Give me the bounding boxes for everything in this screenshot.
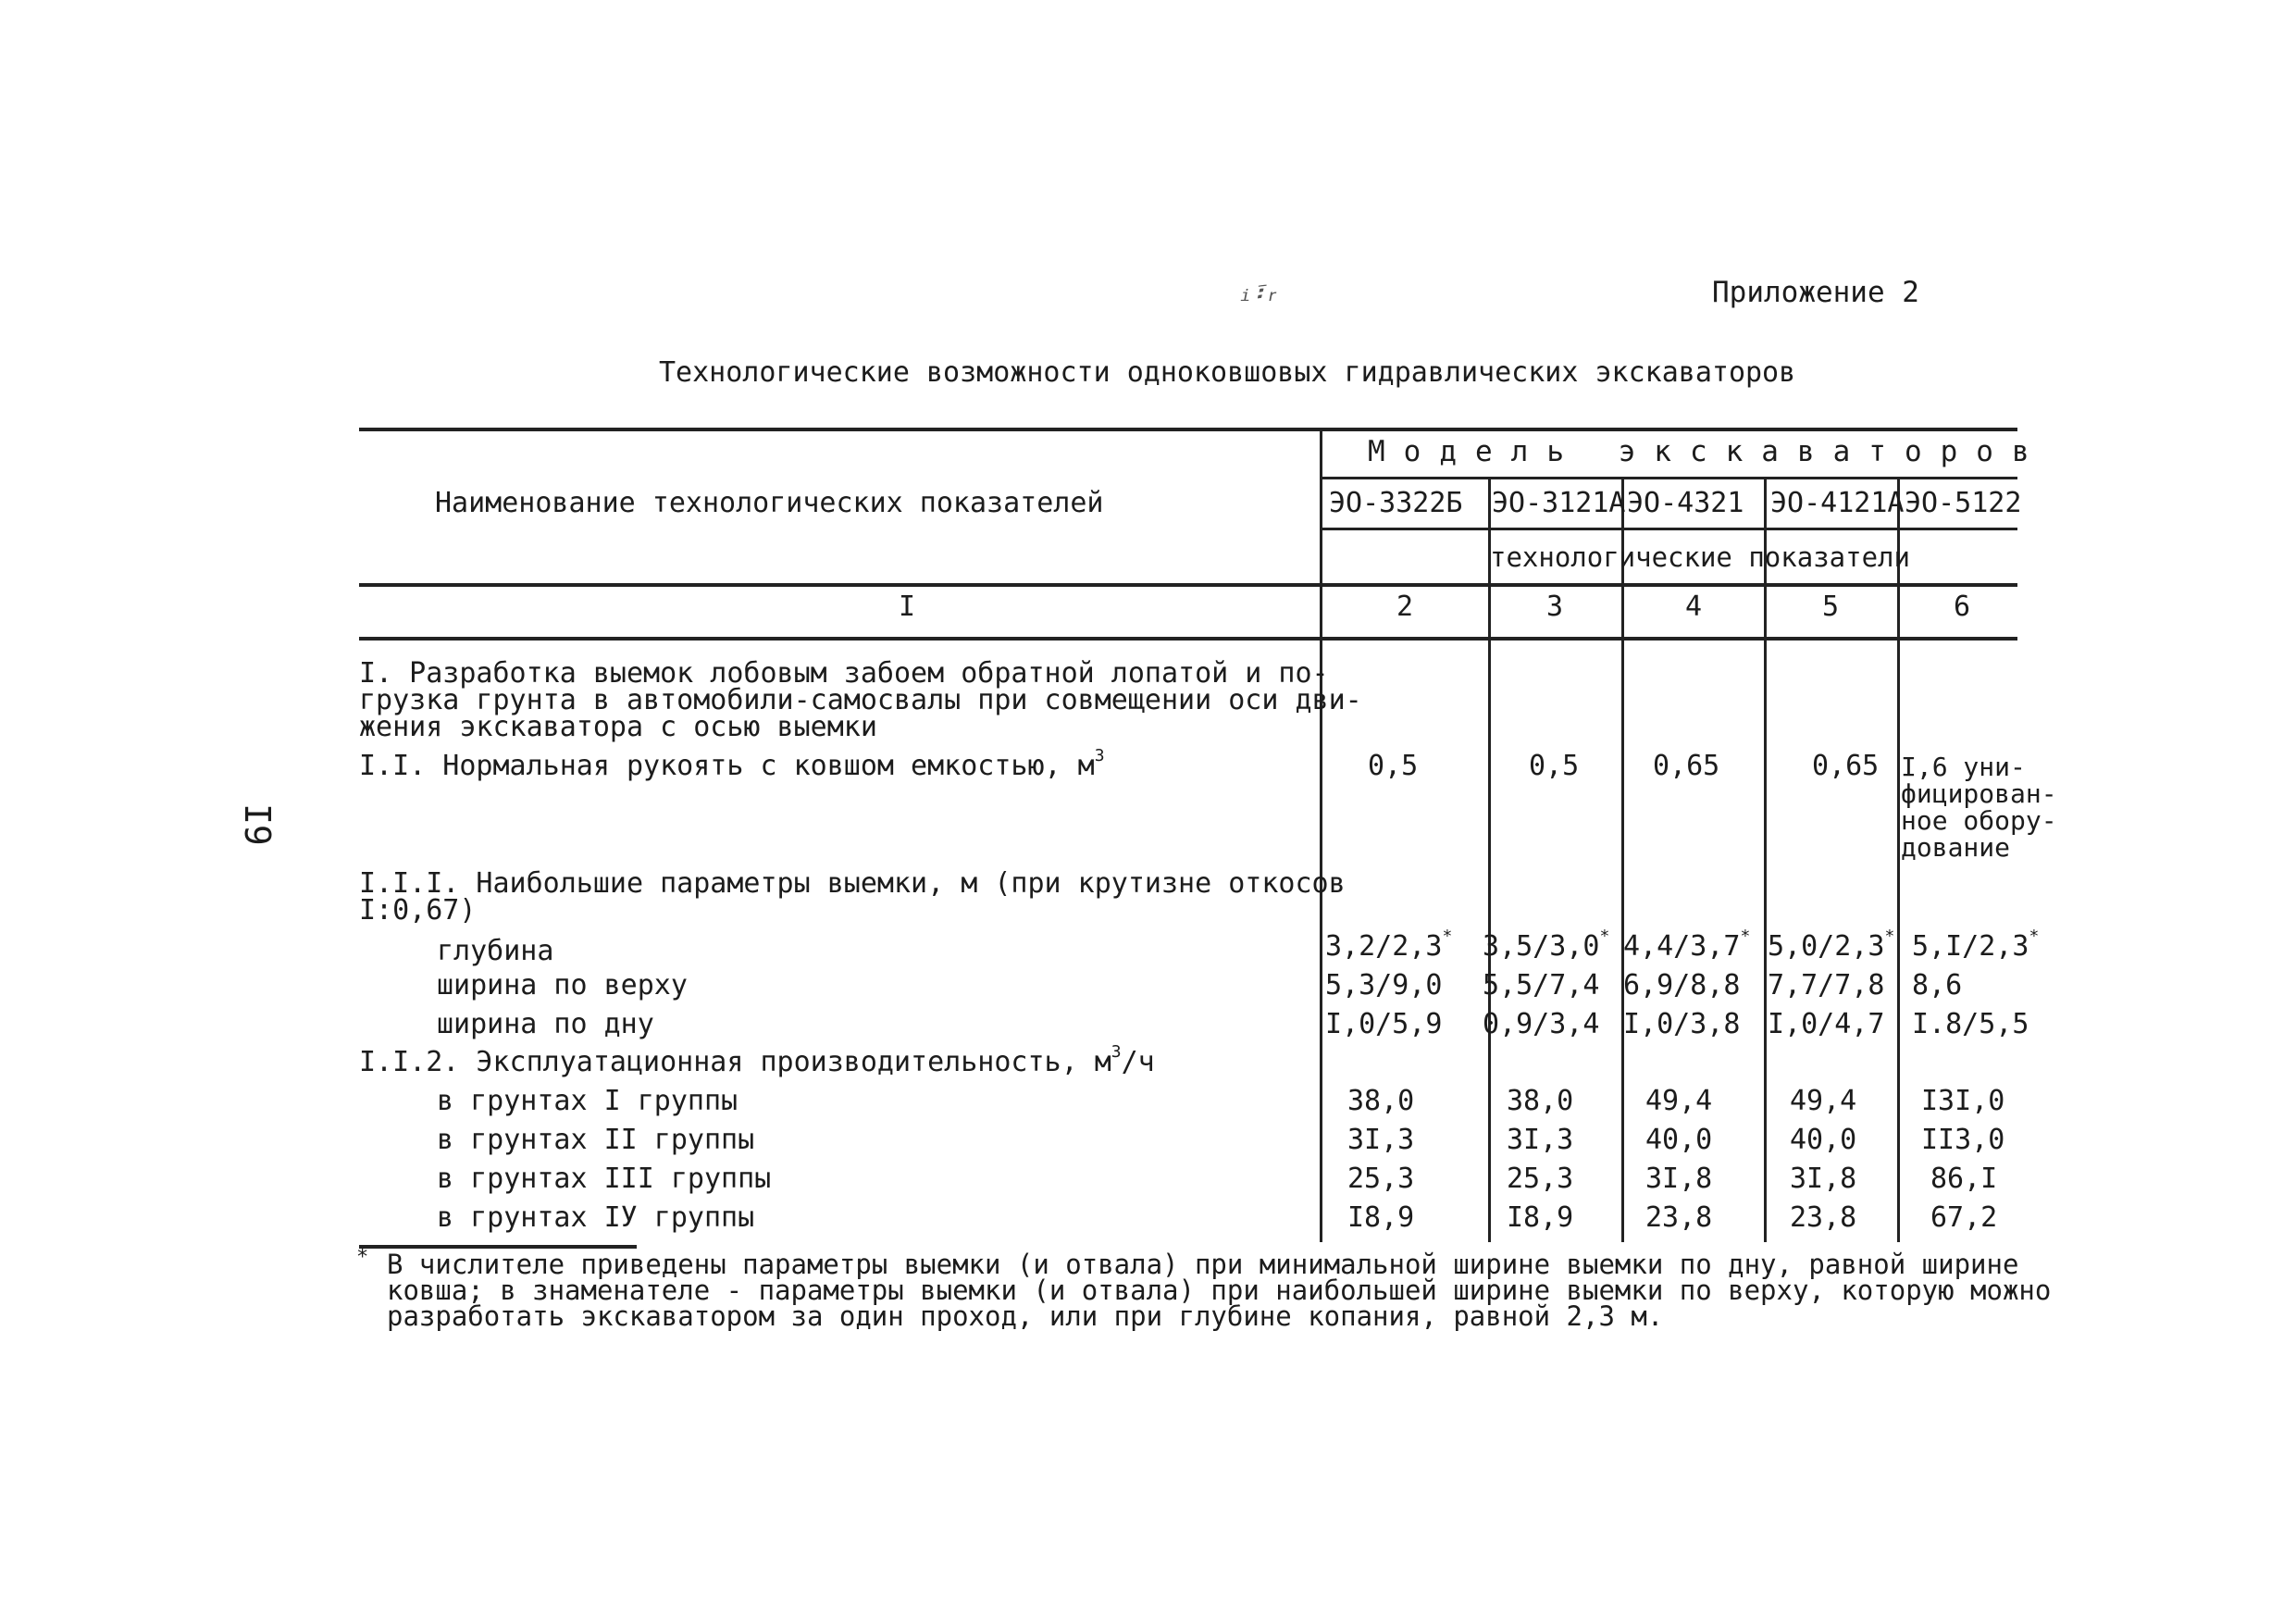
col-number-2: 2 <box>1396 591 1414 623</box>
productivity-cell: 49,4 <box>1645 1085 1713 1117</box>
model-3: ЭО-4321 <box>1627 487 1744 519</box>
param-row-label: ширина по верху <box>437 969 688 1001</box>
param-cell: 7,7/7,8 <box>1768 969 1885 1001</box>
param-cell: 6,9/8,8 <box>1623 969 1741 1001</box>
productivity-cell: 23,8 <box>1645 1201 1713 1234</box>
param-cell: 4,4/3,7* <box>1623 927 1751 963</box>
row-1-1-value-1: 0,5 <box>1368 750 1419 782</box>
model-2: ЭО-3121А <box>1492 487 1626 519</box>
col-number-1: I <box>898 591 916 623</box>
param-header: Наименование технологических показателей <box>435 487 1104 519</box>
productivity-cell: I8,9 <box>1347 1201 1415 1234</box>
row-1-1-label: I.I. Нормальная рукоять с ковшом емкостью, $м^3$ <box>359 746 1105 782</box>
productivity-cell: 3I,3 <box>1507 1124 1574 1156</box>
productivity-cell: 23,8 <box>1790 1201 1857 1234</box>
col-number-4: 4 <box>1684 591 1703 623</box>
col-number-3: 3 <box>1545 591 1564 623</box>
productivity-row-label: в грунтах II группы <box>437 1124 755 1156</box>
col-divider-1 <box>1320 428 1322 1242</box>
model-header-rule <box>1322 477 2017 479</box>
models-bottom-rule <box>1322 528 2017 530</box>
productivity-cell: I3I,0 <box>1921 1085 2005 1117</box>
table-top-rule <box>359 428 2017 431</box>
col-number-5: 5 <box>1821 591 1840 623</box>
param-cell: 3,2/2,3* <box>1325 927 1453 963</box>
param-cell: I.8/5,5 <box>1912 1008 2029 1040</box>
param-cell: 5,5/7,4 <box>1483 969 1600 1001</box>
param-cell: I,0/4,7 <box>1768 1008 1885 1040</box>
tech-header: технологические показатели <box>1490 541 1910 573</box>
row-1-1-2-label: I.I.2. Эксплуатационная производительность, $м^3/ч$ <box>359 1042 1155 1078</box>
row-1-1-value-4: 0,65 <box>1812 750 1880 782</box>
page-mark: ᵢ፣ᵣ <box>1236 276 1282 308</box>
param-cell: 5,I/2,3* <box>1912 927 2040 963</box>
row-1-1-value-3: 0,65 <box>1653 750 1720 782</box>
productivity-cell: 67,2 <box>1930 1201 1998 1234</box>
col-divider-2 <box>1488 477 1491 1242</box>
footnote-text: В числителе приведены параметры выемки (и отвала) при минимальной ширине выемки по дну, равной ширине ковша; в знаменателе - параметры выемки (и отвала) при наибольшей ширине выемки по верху, которую можно разработать экскаватором за один проход, или при глубине копания, равной 2,3 м. <box>387 1249 2052 1332</box>
side-page-number: I9 <box>237 803 278 846</box>
param-row-label: ширина по дну <box>437 1008 654 1040</box>
productivity-cell: 3I,8 <box>1645 1163 1713 1195</box>
productivity-cell: 38,0 <box>1347 1085 1415 1117</box>
row-1-1-value-2: 0,5 <box>1529 750 1580 782</box>
productivity-cell: 25,3 <box>1507 1163 1574 1195</box>
productivity-cell: 86,I <box>1930 1163 1998 1195</box>
productivity-cell: II3,0 <box>1921 1124 2005 1156</box>
productivity-row-label: в грунтах III группы <box>437 1163 772 1195</box>
productivity-cell: I8,9 <box>1507 1201 1574 1234</box>
param-cell: 3,5/3,0* <box>1483 927 1610 963</box>
param-cell: 5,0/2,3* <box>1768 927 1895 963</box>
model-4: ЭО-4121А <box>1770 487 1905 519</box>
productivity-cell: 3I,8 <box>1790 1163 1857 1195</box>
productivity-cell: 40,0 <box>1790 1124 1857 1156</box>
model-header: Модель экскаваторов <box>1368 435 2048 468</box>
productivity-row-label: в грунтах IУ группы <box>437 1201 755 1234</box>
param-cell: I,0/5,9 <box>1325 1008 1443 1040</box>
param-cell: 5,3/9,0 <box>1325 969 1443 1001</box>
appendix-label: Приложение 2 <box>1712 276 1919 309</box>
param-cell: I,0/3,8 <box>1623 1008 1741 1040</box>
header-bottom-rule <box>359 583 2017 587</box>
param-cell: 0,9/3,4 <box>1483 1008 1600 1040</box>
row-1-1-1-label: I.I.I. Наибольшие параметры выемки, м (при крутизне откосов I:0,67) <box>359 867 1346 927</box>
col-number-6: 6 <box>1953 591 1971 623</box>
productivity-cell: 25,3 <box>1347 1163 1415 1195</box>
row-1-1-value-5: I,6 уни- фицирован- ное обору- дование <box>1901 752 2057 863</box>
model-5: ЭО-5122 <box>1905 487 2022 519</box>
col-divider-3 <box>1621 477 1624 1242</box>
param-cell: 8,6 <box>1912 969 1963 1001</box>
col-divider-4 <box>1764 477 1767 1242</box>
productivity-cell: 3I,3 <box>1347 1124 1415 1156</box>
numbers-bottom-rule <box>359 637 2017 641</box>
footnote-mark: * <box>356 1246 369 1269</box>
productivity-cell: 40,0 <box>1645 1124 1713 1156</box>
model-1: ЭО-3322Б <box>1329 487 1463 519</box>
productivity-cell: 49,4 <box>1790 1085 1857 1117</box>
param-row-label: глубина <box>437 935 554 967</box>
productivity-cell: 38,0 <box>1507 1085 1574 1117</box>
page-title: Технологические возможности одноковшовых гидравлических экскаваторов <box>659 356 1796 389</box>
col-divider-5 <box>1897 477 1900 1242</box>
productivity-row-label: в грунтах I группы <box>437 1085 738 1117</box>
section-1-title: I. Разработка выемок лобовым забоем обратной лопатой и по- грузка грунта в автомобили-самосвалы при совмещении оси дви- жения экскаватора с осью выемки <box>359 657 1362 743</box>
